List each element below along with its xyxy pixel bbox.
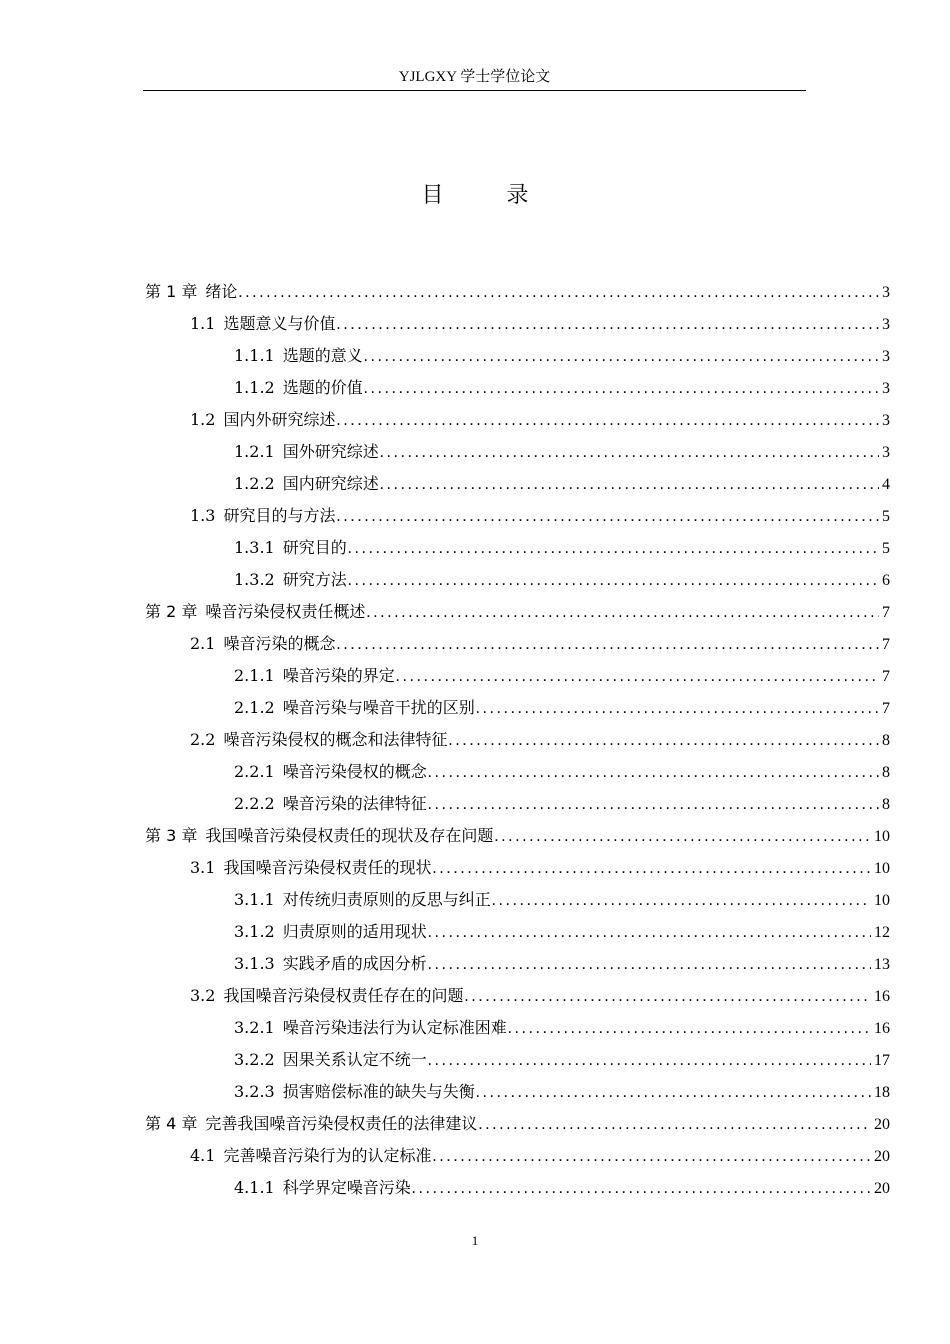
toc-entry-number: 3.1.2 [234,922,275,941]
toc-dot-leader [348,565,879,597]
toc-entry-number: 第 1 章 [145,282,198,301]
toc-dot-leader [432,1141,871,1173]
toc-entry-title: 噪音污染侵权责任概述 [205,602,366,621]
toc-entry-number: 3.2 [190,986,216,1005]
toc-entry-number: 2.2.1 [234,762,275,781]
toc-dot-leader [476,1077,871,1109]
toc-entry[interactable] [234,532,890,564]
toc-dot-leader [238,277,879,309]
toc-entry-number: 1.3 [190,506,216,525]
toc-entry-title: 国内研究综述 [282,474,379,493]
toc-dot-leader [464,981,871,1013]
toc-entry-title: 噪音污染的界定 [282,666,395,685]
toc-entry-title: 我国噪音污染侵权责任的现状 [223,858,432,877]
toc-entry[interactable] [145,820,890,852]
toc-entry[interactable] [145,596,890,628]
toc-entry-title: 噪音污染与噪音干扰的区别 [282,698,475,717]
page-number: 1 [471,1233,479,1248]
toc-entry-title: 完善我国噪音污染侵权责任的法律建议 [205,1114,478,1133]
toc-dot-leader [494,821,871,853]
toc-entry-number: 4.1.1 [234,1178,275,1197]
toc-entry-title: 因果关系认定不统一 [282,1050,427,1069]
toc-entry[interactable] [234,340,890,372]
toc-dot-leader [336,501,879,533]
toc-entry-page: 5 [882,540,890,557]
toc-entry[interactable] [234,948,890,980]
toc-dot-leader [448,725,879,757]
toc-entry[interactable] [190,724,890,756]
toc-entry-page: 3 [882,284,890,301]
toc-entry-number: 3.2.1 [234,1018,275,1037]
toc-entry-page: 3 [882,444,890,461]
toc-entry[interactable] [234,1044,890,1076]
toc-entry-title: 研究目的 [282,538,347,557]
toc-dot-leader [366,597,879,629]
toc-entry-page: 4 [882,476,890,493]
toc-entry-page: 7 [882,668,890,685]
toc-entry-page: 3 [882,316,890,333]
toc-entry-title: 国外研究综述 [282,442,379,461]
toc-entry-title: 绪论 [205,282,238,301]
toc-entry-page: 12 [874,924,890,941]
toc-entry-title: 噪音污染侵权的概念和法律特征 [223,730,448,749]
toc-entry-title: 完善噪音污染行为的认定标准 [223,1146,432,1165]
toc-entry-number: 4.1 [190,1146,216,1165]
toc-entry-number: 1.2.1 [234,442,275,461]
toc-entry[interactable] [234,788,890,820]
toc-entry-title: 噪音污染的法律特征 [282,794,427,813]
toc-entry-number: 2.1.2 [234,698,275,717]
toc-entry-title: 科学界定噪音污染 [282,1178,411,1197]
toc-entry-page: 20 [874,1148,890,1165]
toc-entry-title: 我国噪音污染侵权责任的现状及存在问题 [205,826,494,845]
toc-entry-number: 2.2.2 [234,794,275,813]
header-rule [143,90,806,91]
toc-entry-page: 18 [874,1084,890,1101]
toc-dot-leader [412,1173,871,1205]
toc-entry[interactable] [190,1140,890,1172]
toc-dot-leader [476,693,879,725]
toc-entry-title: 归责原则的适用现状 [282,922,427,941]
toc-entry-number: 1.2.2 [234,474,275,493]
toc-entry-page: 16 [874,1020,890,1037]
toc-entry-title: 研究目的与方法 [223,506,336,525]
toc-entry-page: 10 [874,828,890,845]
toc-entry-number: 2.2 [190,730,216,749]
toc-entry-number: 3.2.2 [234,1050,275,1069]
toc-entry[interactable] [190,628,890,660]
toc-entry[interactable] [190,852,890,884]
toc-entry-number: 第 4 章 [145,1114,198,1133]
toc-entry-page: 3 [882,412,890,429]
toc-dot-leader [508,1013,871,1045]
toc-dot-leader [428,1045,871,1077]
toc-entry[interactable] [234,1012,890,1044]
toc-entry-number: 3.1 [190,858,216,877]
toc-entry-title: 选题的价值 [282,378,363,397]
toc-entry-number: 3.1.1 [234,890,275,909]
toc-entry-page: 3 [882,348,890,365]
toc-entry-title: 我国噪音污染侵权责任存在的问题 [223,986,464,1005]
toc-dot-leader [380,469,879,501]
toc-entry-page: 7 [882,636,890,653]
toc-dot-leader [478,1109,871,1141]
toc-entry-page: 20 [874,1116,890,1133]
toc-entry-number: 2.1.1 [234,666,275,685]
toc-entry-page: 10 [874,860,890,877]
toc-entry[interactable] [190,500,890,532]
toc-entry-title: 实践矛盾的成因分析 [282,954,427,973]
toc-entry[interactable] [234,692,890,724]
toc-entry[interactable] [190,404,890,436]
toc-entry-number: 2.1 [190,634,216,653]
toc-entry[interactable] [145,276,890,308]
toc-entry-page: 8 [882,764,890,781]
toc-dot-leader [428,757,879,789]
toc-entry[interactable] [190,308,890,340]
toc-entry[interactable] [234,756,890,788]
toc-entry-number: 1.1.2 [234,378,275,397]
toc-entry-title: 研究方法 [282,570,347,589]
toc-dot-leader [336,405,879,437]
toc-entry[interactable] [234,660,890,692]
toc-entry[interactable] [234,1172,890,1204]
toc-entry-title: 对传统归责原则的反思与纠正 [282,890,491,909]
toc-entry-number: 第 2 章 [145,602,198,621]
toc-entry-number: 1.3.1 [234,538,275,557]
toc-entry-page: 20 [874,1180,890,1197]
toc-entry-page: 16 [874,988,890,1005]
toc-entry-number: 3.1.3 [234,954,275,973]
toc-dot-leader [428,917,871,949]
toc-dot-leader [428,789,879,821]
toc-title: 目 录 [421,183,557,208]
toc-dot-leader [380,437,879,469]
toc-dot-leader [364,373,879,405]
toc-entry-number: 1.3.2 [234,570,275,589]
toc-entry[interactable] [234,372,890,404]
toc-entry[interactable] [234,436,890,468]
toc-entry-title: 噪音污染侵权的概念 [282,762,427,781]
toc-entry-title: 损害赔偿标准的缺失与失衡 [282,1082,475,1101]
toc-dot-leader [336,629,879,661]
toc-entry-number: 3.2.3 [234,1082,275,1101]
toc-entry-page: 7 [882,700,890,717]
toc-entry-page: 10 [874,892,890,909]
running-header: YJLGXY 学士学位论文 [398,69,551,85]
toc-entry[interactable] [190,980,890,1012]
toc-entry[interactable] [145,1108,890,1140]
toc-dot-leader [336,309,879,341]
toc-entry[interactable] [234,564,890,596]
toc-entry-page: 5 [882,508,890,525]
toc-entry-page: 17 [874,1052,890,1069]
toc-dot-leader [348,533,879,565]
toc-entry-page: 3 [882,380,890,397]
toc-entry-title: 噪音污染违法行为认定标准困难 [282,1018,507,1037]
toc-entry[interactable] [234,916,890,948]
toc-entry-title: 噪音污染的概念 [223,634,336,653]
toc-entry-number: 1.1.1 [234,346,275,365]
toc-entry-number: 1.1 [190,314,216,333]
toc-entry-title: 选题的意义 [282,346,363,365]
toc-dot-leader [492,885,871,917]
toc-entry[interactable] [234,468,890,500]
toc-entry-number: 第 3 章 [145,826,198,845]
toc-entry-title: 国内外研究综述 [223,410,336,429]
toc-entry-number: 1.2 [190,410,216,429]
toc-dot-leader [432,853,871,885]
toc-dot-leader [428,949,871,981]
toc-entry[interactable] [234,1076,890,1108]
toc-entry-page: 13 [874,956,890,973]
toc-entry-page: 8 [882,796,890,813]
toc-entry[interactable] [234,884,890,916]
toc-entry-title: 选题意义与价值 [223,314,336,333]
toc-dot-leader [396,661,879,693]
toc-dot-leader [364,341,879,373]
toc-entry-page: 8 [882,732,890,749]
toc-entry-page: 6 [882,572,890,589]
toc-entry-page: 7 [882,604,890,621]
